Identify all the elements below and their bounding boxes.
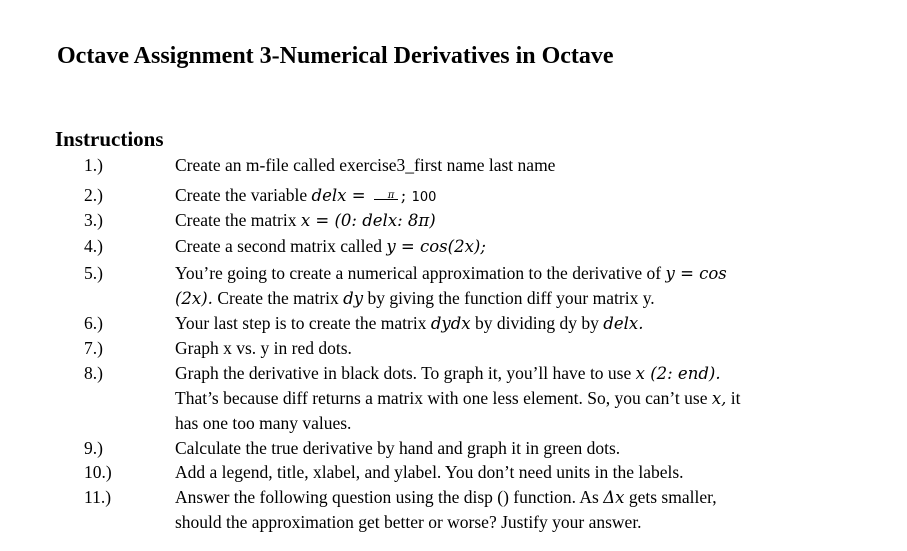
item-number: 10.) <box>84 462 112 482</box>
item-text: Graph x vs. y in red dots. <box>175 338 352 358</box>
item-number: 6.) <box>84 313 103 333</box>
item-number: 9.) <box>84 438 103 458</box>
item-text-segment: Create the variable <box>175 185 312 205</box>
item-text-segment: by dividing dy by <box>470 313 604 333</box>
item-text-segment: Graph the derivative in black dots. To graph it, you’ll have to use <box>175 363 636 383</box>
item-number: 1.) <box>84 155 103 175</box>
item-number: 5.) <box>84 263 103 283</box>
item-text: Add a legend, title, xlabel, and ylabel. You don’t need units in the labels. <box>175 462 684 482</box>
item-number: 11.) <box>84 487 112 507</box>
math-variable: delx <box>311 186 347 205</box>
item-text-line <box>175 361 835 386</box>
item-text <box>175 234 835 259</box>
item-text-line: has one too many values. <box>175 413 352 433</box>
math-variable: Δx <box>603 488 625 507</box>
document-title: Octave Assignment 3-Numerical Derivatives in Octave <box>57 43 614 69</box>
item-text-line: should the approximation get better or worse? Justify your answer. <box>175 512 642 532</box>
item-text: Create an m-file called exercise3_first name last name <box>175 155 556 175</box>
item-text-segment: Create a second matrix called <box>175 236 387 256</box>
math-variable: delx. <box>603 314 644 333</box>
item-text-segment: That’s because diff returns a matrix with one less element. So, you can’t use <box>175 388 712 408</box>
item-text-segment: Answer the following question using the disp () function. As <box>175 487 604 507</box>
math-expression: y = cos(2x); <box>386 237 486 256</box>
item-text-line <box>175 261 835 286</box>
math-variable: dy <box>343 289 364 308</box>
item-text <box>175 183 835 210</box>
math-expression: (2x). <box>175 289 213 308</box>
fraction-numerator: π <box>387 189 395 201</box>
item-text-line <box>175 386 835 411</box>
item-text-line <box>175 485 835 510</box>
item-number: 7.) <box>84 338 103 358</box>
math-separator: ; <box>400 186 412 205</box>
item-number: 2.) <box>84 185 103 205</box>
math-expression: y = cos <box>665 264 727 283</box>
fraction-denominator: 100 <box>411 190 437 205</box>
item-number: 8.) <box>84 363 103 383</box>
item-text <box>175 208 835 233</box>
item-text: Calculate the true derivative by hand and graph it in green dots. <box>175 438 621 458</box>
math-expression: x (2: end). <box>635 364 721 383</box>
instructions-heading: Instructions <box>55 127 164 151</box>
fraction <box>373 190 399 204</box>
item-number: 4.) <box>84 236 103 256</box>
item-number: 3.) <box>84 210 103 230</box>
item-text-segment: gets smaller, <box>624 487 717 507</box>
item-text-segment: by giving the function diff your matrix y. <box>363 288 655 308</box>
item-text-segment: it <box>726 388 741 408</box>
math-variable: dydx <box>430 314 471 333</box>
math-equals: = <box>346 186 371 205</box>
item-text-segment: Create the matrix <box>212 288 344 308</box>
item-text-segment: Your last step is to create the matrix <box>175 313 431 333</box>
item-text-line <box>175 286 835 311</box>
item-text <box>175 311 835 336</box>
math-variable: x, <box>711 389 727 408</box>
item-text-segment: Create the matrix <box>175 210 301 230</box>
math-expression: x = (0: delx: 8π) <box>300 211 436 230</box>
fraction-bar <box>374 199 398 200</box>
item-text-segment: You’re going to create a numerical approximation to the derivative of <box>175 263 666 283</box>
